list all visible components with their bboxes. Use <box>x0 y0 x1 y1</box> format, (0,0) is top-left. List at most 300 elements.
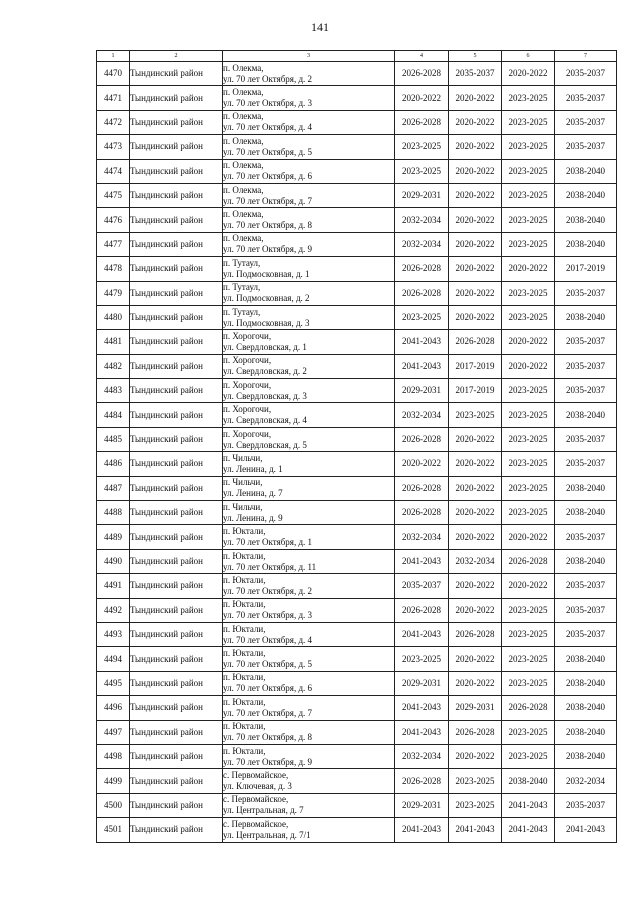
table-row <box>97 622 617 646</box>
district-cell: Тындинский район <box>130 476 223 500</box>
period-col7-cell: 2035-2037 <box>555 110 617 134</box>
period-col6-cell: 2023-2025 <box>502 622 555 646</box>
period-col5-cell: 2020-2022 <box>449 232 502 256</box>
period-col5-cell: 2020-2022 <box>449 427 502 451</box>
address-line-2: ул. Свердловская, д. 4 <box>223 415 307 426</box>
row-number: 4475 <box>97 183 130 207</box>
row-number: 4488 <box>97 501 130 525</box>
address-line-1: п. Чильчи, <box>223 452 263 463</box>
period-col5-cell: 2017-2019 <box>449 354 502 378</box>
period-col4-cell: 2029-2031 <box>395 183 449 207</box>
address-line-1: п. Тутаул, <box>223 282 261 293</box>
row-number: 4489 <box>97 525 130 549</box>
row-number: 4497 <box>97 720 130 744</box>
period-col4-cell: 2029-2031 <box>395 793 449 817</box>
district-cell: Тындинский район <box>130 232 223 256</box>
district-cell: Тындинский район <box>130 549 223 573</box>
period-col6-cell: 2041-2043 <box>502 818 555 842</box>
period-col6-cell: 2023-2025 <box>502 647 555 671</box>
table-row <box>97 354 617 378</box>
period-col5-cell: 2020-2022 <box>449 257 502 281</box>
period-col5-cell: 2023-2025 <box>449 403 502 427</box>
row-number: 4493 <box>97 622 130 646</box>
district-cell: Тындинский район <box>130 696 223 720</box>
address-line-1: с. Первомайское, <box>223 794 289 805</box>
period-col6-cell: 2023-2025 <box>502 720 555 744</box>
table-row <box>97 769 617 793</box>
period-col6-cell: 2023-2025 <box>502 452 555 476</box>
address-line-2: ул. 70 лет Октября, д. 7 <box>223 707 313 718</box>
table-row <box>97 720 617 744</box>
period-col5-cell: 2026-2028 <box>449 622 502 646</box>
address-cell <box>223 720 395 744</box>
period-col6-cell: 2038-2040 <box>502 769 555 793</box>
district-cell: Тындинский район <box>130 501 223 525</box>
address-line-2: ул. 70 лет Октября, д. 5 <box>223 659 313 670</box>
period-col4-cell: 2041-2043 <box>395 549 449 573</box>
period-col5-cell: 2020-2022 <box>449 208 502 232</box>
table-row <box>97 257 617 281</box>
address-line-1: с. Первомайское, <box>223 818 289 829</box>
row-number: 4495 <box>97 671 130 695</box>
table-row <box>97 62 617 86</box>
address-line-2: ул. 70 лет Октября, д. 9 <box>223 244 313 255</box>
table-row <box>97 476 617 500</box>
address-cell <box>223 281 395 305</box>
address-cell <box>223 476 395 500</box>
district-cell: Тындинский район <box>130 769 223 793</box>
address-line-2: ул. Свердловская, д. 5 <box>223 439 307 450</box>
row-number: 4492 <box>97 598 130 622</box>
address-line-2: ул. 70 лет Октября, д. 11 <box>223 561 317 572</box>
period-col4-cell: 2026-2028 <box>395 427 449 451</box>
period-col4-cell: 2032-2034 <box>395 744 449 768</box>
row-number: 4501 <box>97 818 130 842</box>
address-line-1: п. Хорогочи, <box>223 404 272 415</box>
address-line-1: п. Олекма, <box>223 209 264 220</box>
period-col7-cell: 2038-2040 <box>555 720 617 744</box>
address-line-1: п. Юктали, <box>223 526 266 537</box>
period-col4-cell: 2032-2034 <box>395 208 449 232</box>
address-line-1: п. Олекма, <box>223 111 264 122</box>
period-col4-cell: 2032-2034 <box>395 525 449 549</box>
row-number: 4473 <box>97 135 130 159</box>
row-number: 4470 <box>97 62 130 86</box>
address-line-2: ул. 70 лет Октября, д. 2 <box>223 73 313 84</box>
address-line-1: п. Чильчи, <box>223 477 263 488</box>
row-number: 4484 <box>97 403 130 427</box>
period-col4-cell: 2023-2025 <box>395 305 449 329</box>
address-cell <box>223 183 395 207</box>
table-row <box>97 110 617 134</box>
period-col6-cell: 2026-2028 <box>502 549 555 573</box>
address-line-2: ул. 70 лет Октября, д. 9 <box>223 756 313 767</box>
address-line-2: ул. Свердловская, д. 2 <box>223 366 307 377</box>
period-col5-cell: 2035-2037 <box>449 62 502 86</box>
period-col7-cell: 2017-2019 <box>555 257 617 281</box>
period-col4-cell: 2029-2031 <box>395 671 449 695</box>
address-line-2: ул. Ленина, д. 7 <box>223 488 283 499</box>
address-line-1: п. Тутаул, <box>223 306 261 317</box>
address-cell <box>223 696 395 720</box>
period-col7-cell: 2038-2040 <box>555 476 617 500</box>
period-col7-cell: 2038-2040 <box>555 305 617 329</box>
period-col7-cell: 2035-2037 <box>555 281 617 305</box>
period-col6-cell: 2023-2025 <box>502 379 555 403</box>
row-number: 4498 <box>97 744 130 768</box>
address-line-2: ул. 70 лет Октября, д. 2 <box>223 585 313 596</box>
period-col6-cell: 2023-2025 <box>502 110 555 134</box>
period-col5-cell: 2020-2022 <box>449 159 502 183</box>
district-cell: Тындинский район <box>130 452 223 476</box>
address-line-1: п. Олекма, <box>223 184 264 195</box>
table-body <box>97 62 617 843</box>
address-cell <box>223 110 395 134</box>
period-col6-cell: 2020-2022 <box>502 354 555 378</box>
row-number: 4500 <box>97 793 130 817</box>
address-line-2: ул. 70 лет Октября, д. 4 <box>223 122 313 133</box>
address-line-2: ул. Ключевая, д. 3 <box>223 781 292 792</box>
period-col5-cell: 2020-2022 <box>449 671 502 695</box>
table-row <box>97 525 617 549</box>
period-col4-cell: 2026-2028 <box>395 769 449 793</box>
period-col6-cell: 2023-2025 <box>502 427 555 451</box>
period-col4-cell: 2023-2025 <box>395 647 449 671</box>
address-line-2: ул. 70 лет Октября, д. 3 <box>223 610 313 621</box>
period-col4-cell: 2032-2034 <box>395 232 449 256</box>
period-col5-cell: 2020-2022 <box>449 183 502 207</box>
address-line-2: ул. Свердловская, д. 3 <box>223 390 307 401</box>
address-cell <box>223 452 395 476</box>
district-cell: Тындинский район <box>130 525 223 549</box>
period-col4-cell: 2026-2028 <box>395 257 449 281</box>
address-line-2: ул. Ленина, д. 9 <box>223 512 283 523</box>
period-col4-cell: 2020-2022 <box>395 86 449 110</box>
address-cell <box>223 208 395 232</box>
period-col6-cell: 2023-2025 <box>502 135 555 159</box>
table-row <box>97 135 617 159</box>
row-number: 4499 <box>97 769 130 793</box>
period-col7-cell: 2035-2037 <box>555 622 617 646</box>
column-header: 2 <box>130 51 223 62</box>
period-col5-cell: 2020-2022 <box>449 501 502 525</box>
address-cell <box>223 257 395 281</box>
period-col6-cell: 2041-2043 <box>502 793 555 817</box>
period-col5-cell: 2041-2043 <box>449 818 502 842</box>
address-cell <box>223 647 395 671</box>
period-col6-cell: 2020-2022 <box>502 574 555 598</box>
address-cell <box>223 427 395 451</box>
address-line-1: п. Олекма, <box>223 233 264 244</box>
address-cell <box>223 574 395 598</box>
period-col7-cell: 2041-2043 <box>555 818 617 842</box>
row-number: 4482 <box>97 354 130 378</box>
address-line-2: ул. Свердловская, д. 1 <box>223 341 307 352</box>
address-line-2: ул. 70 лет Октября, д. 6 <box>223 683 313 694</box>
district-cell: Тындинский район <box>130 671 223 695</box>
period-col4-cell: 2035-2037 <box>395 574 449 598</box>
district-cell: Тындинский район <box>130 183 223 207</box>
period-col7-cell: 2035-2037 <box>555 330 617 354</box>
period-col4-cell: 2020-2022 <box>395 452 449 476</box>
period-col7-cell: 2038-2040 <box>555 647 617 671</box>
district-cell: Тындинский район <box>130 379 223 403</box>
table-row <box>97 159 617 183</box>
period-col7-cell: 2032-2034 <box>555 769 617 793</box>
address-line-2: ул. Центральная, д. 7 <box>223 805 304 816</box>
address-line-1: п. Юктали, <box>223 623 266 634</box>
row-number: 4481 <box>97 330 130 354</box>
period-col5-cell: 2020-2022 <box>449 110 502 134</box>
period-col6-cell: 2023-2025 <box>502 183 555 207</box>
column-header: 5 <box>449 51 502 62</box>
period-col6-cell: 2023-2025 <box>502 159 555 183</box>
address-cell <box>223 769 395 793</box>
period-col6-cell: 2023-2025 <box>502 671 555 695</box>
row-number: 4472 <box>97 110 130 134</box>
table-row <box>97 452 617 476</box>
period-col7-cell: 2038-2040 <box>555 159 617 183</box>
address-line-2: ул. 70 лет Октября, д. 8 <box>223 220 313 231</box>
period-col7-cell: 2035-2037 <box>555 525 617 549</box>
period-col5-cell: 2029-2031 <box>449 696 502 720</box>
period-col6-cell: 2023-2025 <box>502 305 555 329</box>
period-col5-cell: 2026-2028 <box>449 330 502 354</box>
table-row <box>97 818 617 842</box>
period-col4-cell: 2029-2031 <box>395 379 449 403</box>
period-col5-cell: 2023-2025 <box>449 793 502 817</box>
address-line-1: п. Юктали, <box>223 648 266 659</box>
row-number: 4480 <box>97 305 130 329</box>
address-line-1: с. Первомайское, <box>223 770 289 781</box>
period-col4-cell: 2041-2043 <box>395 696 449 720</box>
district-cell: Тындинский район <box>130 110 223 134</box>
row-number: 4491 <box>97 574 130 598</box>
row-number: 4486 <box>97 452 130 476</box>
address-cell <box>223 354 395 378</box>
address-cell <box>223 793 395 817</box>
period-col6-cell: 2020-2022 <box>502 257 555 281</box>
address-cell <box>223 818 395 842</box>
address-line-2: ул. Подмосковная, д. 3 <box>223 317 310 328</box>
row-number: 4494 <box>97 647 130 671</box>
district-cell: Тындинский район <box>130 86 223 110</box>
address-line-2: ул. 70 лет Октября, д. 6 <box>223 171 313 182</box>
address-cell <box>223 379 395 403</box>
table-row <box>97 574 617 598</box>
period-col7-cell: 2038-2040 <box>555 501 617 525</box>
district-cell: Тындинский район <box>130 208 223 232</box>
schedule-table <box>96 50 617 843</box>
district-cell: Тындинский район <box>130 281 223 305</box>
address-line-1: п. Чильчи, <box>223 501 263 512</box>
period-col6-cell: 2023-2025 <box>502 403 555 427</box>
period-col5-cell: 2017-2019 <box>449 379 502 403</box>
period-col4-cell: 2041-2043 <box>395 330 449 354</box>
district-cell: Тындинский район <box>130 354 223 378</box>
address-line-1: п. Олекма, <box>223 160 264 171</box>
period-col5-cell: 2020-2022 <box>449 744 502 768</box>
table-row <box>97 671 617 695</box>
period-col5-cell: 2023-2025 <box>449 769 502 793</box>
table-row <box>97 379 617 403</box>
address-line-2: ул. Центральная, д. 7/1 <box>223 829 311 840</box>
address-cell <box>223 525 395 549</box>
address-line-1: п. Олекма, <box>223 135 264 146</box>
period-col7-cell: 2038-2040 <box>555 403 617 427</box>
address-line-2: ул. 70 лет Октября, д. 7 <box>223 195 313 206</box>
period-col5-cell: 2020-2022 <box>449 574 502 598</box>
period-col4-cell: 2026-2028 <box>395 476 449 500</box>
address-line-1: п. Тутаул, <box>223 257 261 268</box>
period-col4-cell: 2026-2028 <box>395 281 449 305</box>
table-row <box>97 549 617 573</box>
address-line-1: п. Хорогочи, <box>223 330 272 341</box>
address-line-2: ул. 70 лет Октября, д. 1 <box>223 537 313 548</box>
row-number: 4479 <box>97 281 130 305</box>
header-row <box>97 51 617 62</box>
address-line-1: п. Юктали, <box>223 745 266 756</box>
district-cell: Тындинский район <box>130 744 223 768</box>
address-line-2: ул. Подмосковная, д. 1 <box>223 268 310 279</box>
column-header: 4 <box>395 51 449 62</box>
period-col6-cell: 2020-2022 <box>502 330 555 354</box>
row-number: 4478 <box>97 257 130 281</box>
period-col4-cell: 2023-2025 <box>395 159 449 183</box>
address-line-1: п. Хорогочи, <box>223 428 272 439</box>
district-cell: Тындинский район <box>130 330 223 354</box>
district-cell: Тындинский район <box>130 427 223 451</box>
period-col4-cell: 2032-2034 <box>395 403 449 427</box>
row-number: 4476 <box>97 208 130 232</box>
period-col6-cell: 2023-2025 <box>502 86 555 110</box>
address-cell <box>223 305 395 329</box>
address-line-1: п. Юктали, <box>223 599 266 610</box>
address-line-1: п. Хорогочи, <box>223 379 272 390</box>
district-cell: Тындинский район <box>130 403 223 427</box>
period-col5-cell: 2020-2022 <box>449 476 502 500</box>
address-cell <box>223 501 395 525</box>
row-number: 4483 <box>97 379 130 403</box>
row-number: 4487 <box>97 476 130 500</box>
period-col4-cell: 2023-2025 <box>395 135 449 159</box>
period-col6-cell: 2023-2025 <box>502 744 555 768</box>
address-cell <box>223 159 395 183</box>
period-col5-cell: 2032-2034 <box>449 549 502 573</box>
column-header: 6 <box>502 51 555 62</box>
table-row <box>97 427 617 451</box>
period-col6-cell: 2023-2025 <box>502 476 555 500</box>
period-col7-cell: 2035-2037 <box>555 793 617 817</box>
period-col5-cell: 2020-2022 <box>449 135 502 159</box>
address-line-1: п. Юктали, <box>223 574 266 585</box>
period-col6-cell: 2020-2022 <box>502 525 555 549</box>
district-cell: Тындинский район <box>130 159 223 183</box>
district-cell: Тындинский район <box>130 818 223 842</box>
column-header: 3 <box>223 51 395 62</box>
period-col4-cell: 2026-2028 <box>395 501 449 525</box>
table-row <box>97 183 617 207</box>
district-cell: Тындинский район <box>130 720 223 744</box>
period-col5-cell: 2026-2028 <box>449 720 502 744</box>
address-cell <box>223 86 395 110</box>
row-number: 4471 <box>97 86 130 110</box>
row-number: 4496 <box>97 696 130 720</box>
address-line-2: ул. Подмосковная, д. 2 <box>223 293 310 304</box>
table-row <box>97 208 617 232</box>
address-cell <box>223 62 395 86</box>
period-col6-cell: 2023-2025 <box>502 208 555 232</box>
district-cell: Тындинский район <box>130 647 223 671</box>
period-col7-cell: 2035-2037 <box>555 574 617 598</box>
period-col4-cell: 2026-2028 <box>395 110 449 134</box>
address-line-1: п. Олекма, <box>223 87 264 98</box>
period-col4-cell: 2041-2043 <box>395 622 449 646</box>
address-cell <box>223 549 395 573</box>
district-cell: Тындинский район <box>130 135 223 159</box>
period-col7-cell: 2035-2037 <box>555 452 617 476</box>
column-header: 1 <box>97 51 130 62</box>
row-number: 4474 <box>97 159 130 183</box>
period-col7-cell: 2035-2037 <box>555 379 617 403</box>
table-row <box>97 86 617 110</box>
period-col7-cell: 2038-2040 <box>555 744 617 768</box>
table-row <box>97 744 617 768</box>
period-col7-cell: 2038-2040 <box>555 208 617 232</box>
period-col5-cell: 2020-2022 <box>449 525 502 549</box>
period-col7-cell: 2038-2040 <box>555 549 617 573</box>
period-col4-cell: 2041-2043 <box>395 720 449 744</box>
period-col5-cell: 2020-2022 <box>449 305 502 329</box>
district-cell: Тындинский район <box>130 622 223 646</box>
period-col7-cell: 2035-2037 <box>555 135 617 159</box>
period-col7-cell: 2035-2037 <box>555 427 617 451</box>
period-col4-cell: 2041-2043 <box>395 354 449 378</box>
period-col6-cell: 2023-2025 <box>502 501 555 525</box>
district-cell: Тындинский район <box>130 598 223 622</box>
period-col7-cell: 2035-2037 <box>555 86 617 110</box>
district-cell: Тындинский район <box>130 574 223 598</box>
period-col6-cell: 2023-2025 <box>502 232 555 256</box>
period-col7-cell: 2038-2040 <box>555 232 617 256</box>
table-row <box>97 232 617 256</box>
period-col4-cell: 2026-2028 <box>395 62 449 86</box>
address-cell <box>223 671 395 695</box>
address-line-2: ул. 70 лет Октября, д. 8 <box>223 732 313 743</box>
table-row <box>97 281 617 305</box>
address-line-2: ул. 70 лет Октября, д. 4 <box>223 634 313 645</box>
table-row <box>97 647 617 671</box>
row-number: 4485 <box>97 427 130 451</box>
period-col5-cell: 2020-2022 <box>449 452 502 476</box>
address-cell <box>223 622 395 646</box>
period-col4-cell: 2041-2043 <box>395 818 449 842</box>
period-col6-cell: 2020-2022 <box>502 62 555 86</box>
period-col5-cell: 2020-2022 <box>449 647 502 671</box>
address-line-2: ул. 70 лет Октября, д. 3 <box>223 98 313 109</box>
period-col6-cell: 2023-2025 <box>502 281 555 305</box>
page-number: 141 <box>311 20 329 34</box>
period-col6-cell: 2026-2028 <box>502 696 555 720</box>
period-col7-cell: 2035-2037 <box>555 598 617 622</box>
address-line-1: п. Олекма, <box>223 62 264 73</box>
column-header: 7 <box>555 51 617 62</box>
address-cell <box>223 744 395 768</box>
row-number: 4477 <box>97 232 130 256</box>
district-cell: Тындинский район <box>130 793 223 817</box>
address-line-1: п. Хорогочи, <box>223 355 272 366</box>
period-col5-cell: 2020-2022 <box>449 598 502 622</box>
